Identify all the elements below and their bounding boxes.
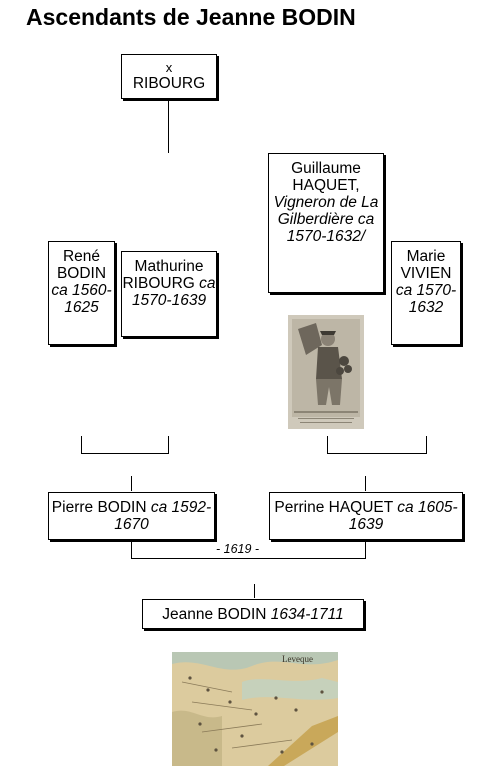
person-name: Perrine HAQUET: [274, 499, 393, 516]
person-name: Mathurine RIBOURG: [122, 258, 204, 292]
engraving-figure-icon: [288, 315, 364, 429]
person-box-marie-vivien[interactable]: [391, 241, 461, 345]
person-dates: ca 1592-1670: [114, 499, 212, 533]
person-dates: ca 1570-1639: [131, 275, 216, 309]
person-line1: x: [165, 60, 173, 75]
person-box-x-ribourg[interactable]: [121, 54, 217, 99]
person-box-rene-bodin[interactable]: [48, 241, 115, 345]
person-name: René BODIN: [56, 248, 107, 282]
marriage-date: - 1619 -: [213, 542, 262, 556]
person-box-pierre-bodin[interactable]: [48, 492, 215, 540]
bracket-line: [327, 436, 328, 454]
bracket-line: [168, 436, 169, 454]
connector-line: [365, 476, 366, 491]
person-box-guillaume-haquet[interactable]: [268, 153, 384, 293]
person-name: RIBOURG: [132, 75, 206, 92]
bracket-line: [81, 453, 169, 454]
map-town-label: Leveque: [282, 654, 313, 664]
marriage-line: [131, 542, 132, 559]
person-name: Guillaume HAQUET,: [291, 160, 361, 194]
bracket-line: [327, 453, 427, 454]
map-icon: [172, 652, 338, 766]
connector-line: [131, 476, 132, 491]
engraving-image: [288, 315, 364, 429]
person-box-jeanne-bodin[interactable]: [142, 599, 364, 629]
map-image: [172, 652, 338, 766]
person-name: Marie VIVIEN: [400, 248, 452, 282]
person-box-mathurine-ribourg[interactable]: [121, 251, 217, 337]
person-name: Jeanne BODIN: [162, 605, 267, 623]
person-name: Pierre BODIN: [51, 499, 147, 516]
person-detail: Vigneron de La Gilberdière ca 1570-1632/: [273, 194, 379, 245]
marriage-line: [131, 558, 366, 559]
connector-line: [254, 584, 255, 598]
marriage-line: [365, 542, 366, 559]
connector-line: [168, 101, 169, 153]
person-box-perrine-haquet[interactable]: [269, 492, 463, 540]
person-dates: ca 1570-1632: [395, 282, 457, 316]
page-title: Ascendants de Jeanne BODIN: [26, 4, 356, 30]
person-dates: 1634-1711: [270, 605, 344, 623]
person-dates: ca 1605-1639: [348, 499, 458, 533]
bracket-line: [81, 436, 82, 454]
bracket-line: [426, 436, 427, 454]
person-dates: ca 1560-1625: [51, 282, 112, 316]
